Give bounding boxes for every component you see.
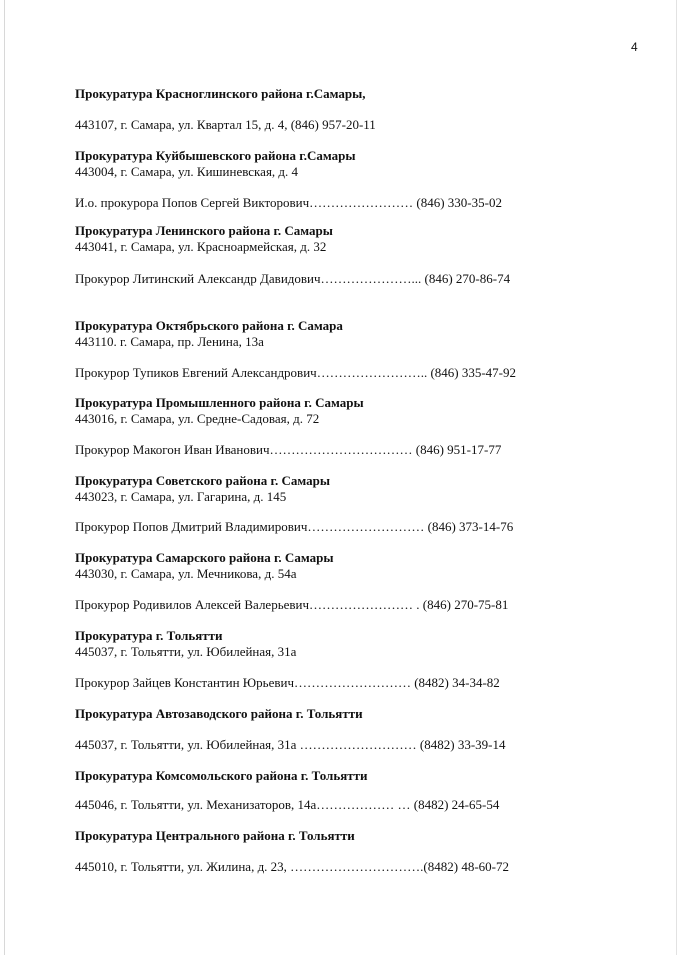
office-address: 443023, г. Самара, ул. Гагарина, д. 145 xyxy=(75,489,287,504)
prosecutor-line: Прокурор Попов Дмитрий Владимирович……………………… (846) 373-14-76 xyxy=(75,519,514,534)
office-heading: Прокуратура Центрального района г. Тольятти xyxy=(75,828,355,843)
office-heading: Прокуратура Комсомольского района г. Тольятти xyxy=(75,768,368,783)
office-heading: Прокуратура Куйбышевского района г.Самары xyxy=(75,148,356,163)
office-heading: Прокуратура Красноглинского района г.Самары, xyxy=(75,86,366,101)
office-address: 443004, г. Самара, ул. Кишиневская, д. 4 xyxy=(75,164,299,179)
office-heading: Прокуратура Ленинского района г. Самары xyxy=(75,223,333,238)
office-heading: Прокуратура Автозаводского района г. Тольятти xyxy=(75,706,363,721)
scan-edge-right xyxy=(676,0,677,955)
prosecutor-line: И.о. прокурора Попов Сергей Викторович…………………… (846) 330-35-02 xyxy=(75,195,502,210)
office-address-phone: 443107, г. Самара, ул. Квартал 15, д. 4, (846) 957-20-11 xyxy=(75,117,376,132)
office-address: 443041, г. Самара, ул. Красноармейская, д. 32 xyxy=(75,239,327,254)
office-heading: Прокуратура Самарского района г. Самары xyxy=(75,550,334,565)
prosecutor-line: Прокурор Литинский Александр Давидович…………………... (846) 270-86-74 xyxy=(75,271,511,286)
prosecutor-line: Прокурор Макогон Иван Иванович…………………………… (846) 951-17-77 xyxy=(75,442,502,457)
office-heading: Прокуратура Промышленного района г. Самары xyxy=(75,395,364,410)
office-heading: Прокуратура г. Тольятти xyxy=(75,628,223,643)
office-address: 443016, г. Самара, ул. Средне-Садовая, д. 72 xyxy=(75,411,320,426)
office-heading: Прокуратура Советского района г. Самары xyxy=(75,473,330,488)
office-address-phone: 445010, г. Тольятти, ул. Жилина, д. 23, ………………………….(8482) 48-60-72 xyxy=(75,859,509,874)
office-address-phone: 445037, г. Тольятти, ул. Юбилейная, 31а ……………………… (8482) 33-39-14 xyxy=(75,737,506,752)
office-address: 445037, г. Тольятти, ул. Юбилейная, 31а xyxy=(75,644,297,659)
scan-edge-left xyxy=(4,0,5,955)
page-number: 4 xyxy=(631,40,638,54)
prosecutor-line: Прокурор Родивилов Алексей Валерьевич…………………… . (846) 270-75-81 xyxy=(75,597,509,612)
prosecutor-line: Прокурор Тупиков Евгений Александрович…………………….. (846) 335-47-92 xyxy=(75,365,517,380)
office-heading: Прокуратура Октябрьского района г. Самара xyxy=(75,318,343,333)
office-address: 443110. г. Самара, пр. Ленина, 13а xyxy=(75,334,264,349)
office-address-phone: 445046, г. Тольятти, ул. Механизаторов, 14а……………… … (8482) 24-65-54 xyxy=(75,797,500,812)
prosecutor-line: Прокурор Зайцев Константин Юрьевич……………………… (8482) 34-34-82 xyxy=(75,675,500,690)
office-address: 443030, г. Самара, ул. Мечникова, д. 54а xyxy=(75,566,297,581)
